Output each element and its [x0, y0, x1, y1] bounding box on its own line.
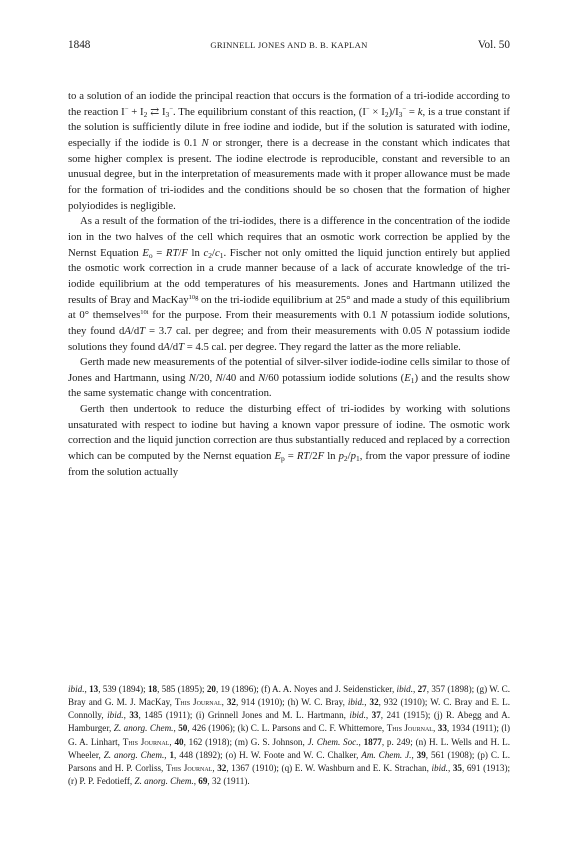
article-body [68, 89, 510, 480]
footnotes: ibid., 13, 539 (1894); 18, 585 (1895); 20, 19 (1896); (f) A. A. Noyes and J. Seidensticker, ibid., 27, 357 (1898); (g) W. C. Bray and G. M. J. MacKay, This Journal, 32, 914 (1910); (h) W. C. Bray, ibid., 32, 932 (1910); W. C. Bray and E. L. Connolly, ibid., 33, 1485 (1911); (i) Grinnell Jones and M. L. Hartmann, ibid., 37, 241 (1915); (j) R. Abegg and A. Hamburger, Z. anorg. Chem., 50, 426 (1906); (k) C. L. Parsons and C. F. Whittemore, This Journal, 33, 1934 (1911); (l) G. A. Linhart, This Journal, 40, 162 (1918); (m) G. S. Johnson, J. Chem. Soc., 1877, p. 249; (n) H. L. Wells and H. L. Wheeler, Z. anorg. Chem., 1, 448 (1892); (o) H. W. Foote and W. C. Chalker, Am. Chem. J., 39, 561 (1908); (p) C. L. Parsons and H. P. Corliss, This Journal, 32, 1367 (1910); (q) E. W. Washburn and E. K. Strachan, ibid., 35, 691 (1913); (r) P. P. Fedotieff, Z. anorg. Chem., 69, 32 (1911). [68, 684, 511, 787]
page-number: 1848 [68, 39, 91, 51]
running-header [68, 38, 510, 52]
paragraph-tri-iodide-formation: to a solution of an iodide the principal reaction that occurs is the formation of a tri-iodide according to the reaction $I^- + I_2$ ⇄ $I_3^-$. The equilibrium constant of this reaction, $(I^- \times I_2)/I_3^- = k$, is a true constant if the solution is sufficiently dilute in free iodine and iodide, but if the solution is saturated with iodine, especially if the iodide is 0.1 N or stronger, there is a decrease in the constant which indicates that some higher complex is present. The iodine electrode is reproducible, constant and reversible to an unusual degree, but in the interpretation of measurements made with it proper allowance must be made for the formation of tri-iodides and the conditions should be so chosen that the formation of higher polyiodides is negligible. [68, 90, 510, 212]
paragraph-gerth-measurements: Gerth made new measurements of the potential of silver-silver iodide-iodine cells similar to those of Jones and Hartmann, using N/20, N/40 and N/60 potassium iodide solutions $(E_1)$ and the results show the same systematic change with concentration. [68, 356, 510, 400]
volume-label: Vol. 50 [477, 39, 510, 51]
running-title: GRINNELL JONES AND B. B. KAPLAN [210, 40, 368, 50]
paragraph-osmotic-correction: As a result of the formation of the tri-iodides, there is a difference in the concentration of the iodide ion in the two halves of the cell which requires that an osmotic work correction be applied by the Nernst Equation $E_o = RT/F$ $\ln c_2/c_1$. Fischer not only omitted the liquid junction entirely but applied the osmotic work correction in a crude manner because of a lack of accurate knowledge of the tri-iodide equilibrium at the odd temperatures of his measurements. Jones and Hartmann utilized the results of Bray and MacKay$^{10g}$ on the tri-iodide equilibrium at 25° and made a study of this equilibrium at 0° themselves$^{10i}$ for the purpose. From their measurements with 0.1 N potassium iodide solutions, they found dA/dT = 3.7 cal. per degree; and from their measurements with 0.05 N potassium iodide solutions they found dA/dT = 4.5 cal. per degree. They regard the latter as the more reliable. [68, 215, 510, 353]
paragraph-vapor-pressure: Gerth then undertook to reduce the disturbing effect of tri-iodides by working with solutions unsaturated with respect to iodine but having a known vapor pressure of iodine. The osmotic work correction and the liquid junction correction are thus substantially reduced and replaced by a correction which can be computed by the Nernst equation $E_p = RT/2F$ $\ln p_2/p_1$, from the vapor pressure of iodine from the solution actually [68, 403, 510, 478]
